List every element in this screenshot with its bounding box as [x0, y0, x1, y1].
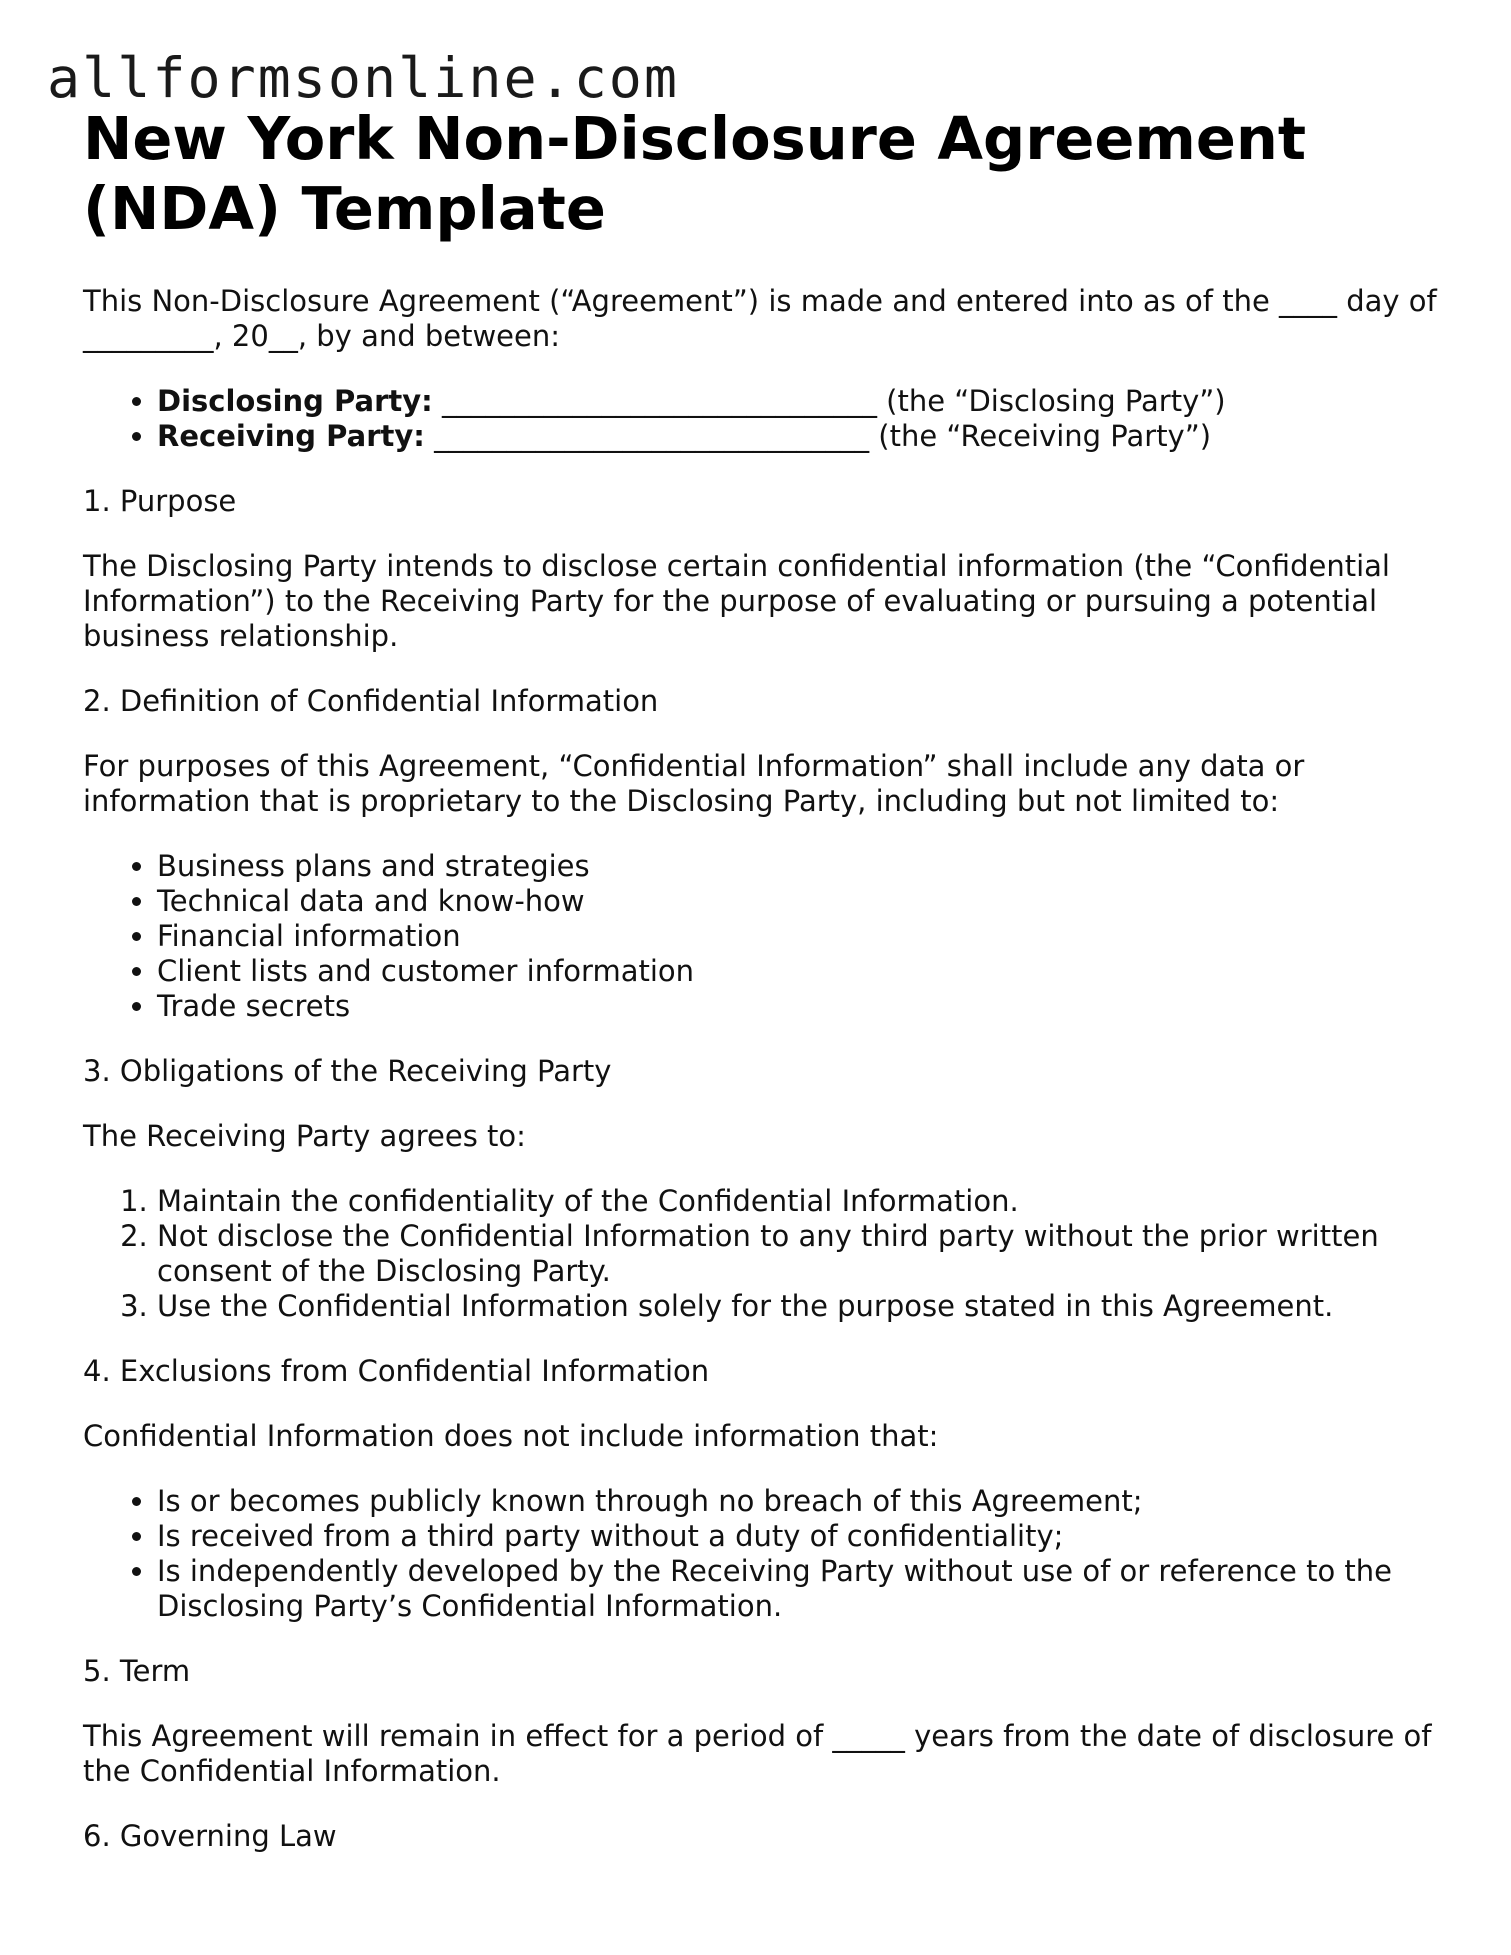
disclosing-party-label: Disclosing Party:: [157, 384, 433, 418]
section-body-purpose: The Disclosing Party intends to disclose certain confidential information (the “Confidential Information”) to the Receiving Party for the purpose of evaluating or pursuing a potential business relationship.: [83, 549, 1390, 653]
document-body: [83, 104, 1443, 1854]
list-item: 2. Not disclose the Confidential Information to any third party without the prior written consent of the Disclosing Party.: [157, 1219, 1443, 1289]
receiving-party-blank: ______________________________ (the “Receiving Party”): [424, 419, 1212, 453]
list-item: • Is or becomes publicly known through no breach of this Agreement;: [157, 1484, 1443, 1519]
section-heading-definition: 2. Definition of Confidential Information: [83, 684, 659, 718]
list-item: • Is received from a third party without a duty of confidentiality;: [157, 1519, 1443, 1554]
section-heading-purpose: 1. Purpose: [83, 484, 237, 518]
list-item: • Business plans and strategies: [157, 849, 1443, 884]
section-body-term: This Agreement will remain in effect for a period of _____ years from the date of disclosure of the Confidential Information.: [83, 1719, 1432, 1788]
parties-list: [83, 384, 1443, 454]
section-heading-term: 5. Term: [83, 1654, 191, 1688]
intro-paragraph: This Non-Disclosure Agreement (“Agreement”) is made and entered into as of the ____ day of _________, 20__, by and between:: [83, 284, 1437, 353]
list-item: • Trade secrets: [157, 989, 1443, 1024]
obligations-list: [83, 1184, 1443, 1324]
section-body-definition: For purposes of this Agreement, “Confidential Information” shall include any data or information that is proprietary to the Disclosing Party, including but not limited to:: [83, 749, 1305, 818]
section-body-obligations: The Receiving Party agrees to:: [83, 1119, 526, 1153]
receiving-party-label: Receiving Party:: [157, 419, 425, 453]
disclosing-party-item: [157, 384, 1443, 419]
definition-list: [83, 849, 1443, 1024]
list-item: • Technical data and know-how: [157, 884, 1443, 919]
document-title: New York Non-Disclosure Agreement (NDA) Template: [83, 104, 1307, 243]
receiving-party-item: [157, 419, 1443, 454]
list-item: 1. Maintain the confidentiality of the Confidential Information.: [157, 1184, 1443, 1219]
list-item: 3. Use the Confidential Information solely for the purpose stated in this Agreement.: [157, 1289, 1443, 1324]
site-watermark: allformsonline.com: [47, 46, 680, 110]
section-heading-exclusions: 4. Exclusions from Confidential Information: [83, 1354, 710, 1388]
disclosing-party-blank: ______________________________ (the “Disclosing Party”): [432, 384, 1226, 418]
section-body-exclusions: Confidential Information does not include information that:: [83, 1419, 939, 1453]
list-item: • Is independently developed by the Receiving Party without use of or reference to the Disclosing Party’s Confidential Information.: [157, 1554, 1443, 1624]
list-item: • Financial information: [157, 919, 1443, 954]
section-heading-obligations: 3. Obligations of the Receiving Party: [83, 1054, 612, 1088]
list-item: • Client lists and customer information: [157, 954, 1443, 989]
exclusions-list: [83, 1484, 1443, 1624]
section-heading-governing-law: 6. Governing Law: [83, 1819, 337, 1853]
